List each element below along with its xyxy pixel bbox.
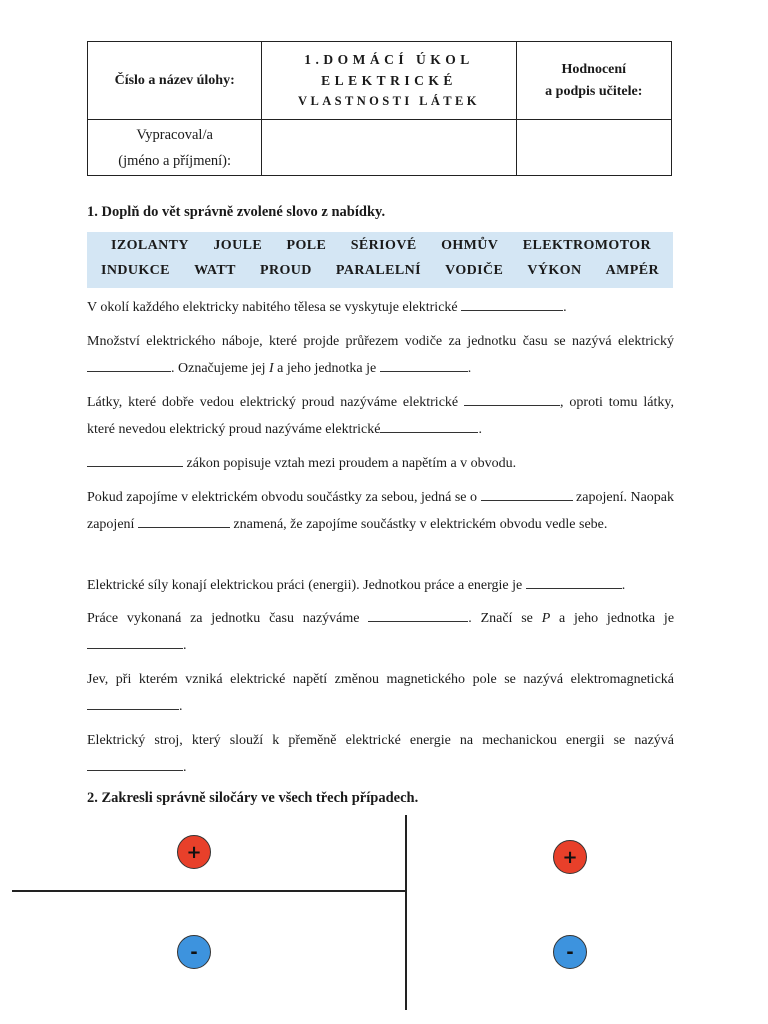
task-title-line2: ELEKTRICKÉ xyxy=(321,73,457,88)
word-bank-item: VÝKON xyxy=(527,263,582,278)
grade-signature-field[interactable] xyxy=(516,120,671,176)
task-title-line3: VLASTNOSTI LÁTEK xyxy=(298,94,480,108)
answer-blank[interactable] xyxy=(368,606,468,622)
sentence-text: . xyxy=(179,699,183,714)
answer-blank[interactable] xyxy=(380,417,478,433)
sentence-text: Pokud zapojíme v elektrickém obvodu součástky za sebou, jedná se o xyxy=(87,490,478,505)
header-table xyxy=(87,41,672,176)
sentence-text: . xyxy=(183,638,187,653)
section2-heading: 2. Zakresli správně siločáry ve všech třech případech. xyxy=(87,790,419,806)
word-bank-item: POLE xyxy=(286,238,327,253)
sentence-text: Elektrické síly konají elektrickou práci (energii). Jednotkou práce a energie je xyxy=(87,578,523,593)
sentence-text: Práce vykonaná za jednotku času nazýváme xyxy=(87,611,360,626)
answer-blank[interactable] xyxy=(87,356,171,372)
sentence-text: . xyxy=(563,300,567,315)
author-label-line1: Vypracoval/a xyxy=(136,126,213,143)
minus-icon: - xyxy=(566,941,574,963)
sentence-text: zapojení. Naopak zapojení xyxy=(87,490,675,532)
answer-blank[interactable] xyxy=(87,694,179,710)
author-label-line2: (jméno a příjmení): xyxy=(118,152,232,169)
positive-charge-2 xyxy=(553,840,587,874)
sentence-text: Elektrický stroj, který slouží k přeměně elektrické energie na mechanickou energii se nazývá xyxy=(87,733,674,748)
sentence-text: Jev, při kterém vzniká elektrické napětí změnou magnetického pole se nazývá elektromagnetická xyxy=(87,672,674,687)
negative-charge-1 xyxy=(177,935,211,969)
sentence-text: Množství elektrického náboje, které projde průřezem vodiče za jednotku času se nazývá elektrický xyxy=(87,334,674,349)
sentence-text: . Označujeme jej xyxy=(171,361,266,376)
answer-blank[interactable] xyxy=(87,755,183,771)
plus-icon: + xyxy=(562,846,578,868)
word-bank-item: OHMŮV xyxy=(441,238,499,253)
sentence-6 xyxy=(87,572,674,599)
section1-heading: 1. Doplň do vět správně zvolené slovo z nabídky. xyxy=(87,204,386,220)
word-bank-item: PROUD xyxy=(260,263,312,278)
word-bank-row2 xyxy=(87,263,673,279)
answer-blank[interactable] xyxy=(380,356,468,372)
word-bank-item: PARALELNÍ xyxy=(335,263,421,278)
word-bank-item: IZOLANTY xyxy=(111,238,189,253)
grade-cell xyxy=(516,42,671,120)
sentence-3 xyxy=(87,389,674,443)
sentence-text: znamená, že zapojíme součástky v elektrickém obvodu vedle sebe. xyxy=(233,517,608,532)
answer-blank[interactable] xyxy=(87,451,183,467)
divider-horizontal xyxy=(12,890,406,892)
sentence-text: . xyxy=(621,578,626,593)
word-bank-item: JOULE xyxy=(213,238,263,253)
sentence-text: . xyxy=(478,422,482,437)
plus-icon: + xyxy=(186,841,202,863)
sentence-7 xyxy=(87,605,674,659)
sentence-9 xyxy=(87,727,674,781)
word-bank xyxy=(87,232,673,288)
grade-label-line2: a podpis učitele: xyxy=(545,83,643,99)
sentence-5 xyxy=(87,484,674,538)
task-title-cell xyxy=(262,42,516,120)
word-bank-item: INDUKCE xyxy=(101,263,170,278)
sentence-text: a jeho jednotka je xyxy=(277,361,377,376)
answer-blank[interactable] xyxy=(138,512,230,528)
word-bank-item: SÉRIOVÉ xyxy=(350,238,417,253)
author-label-cell xyxy=(88,120,262,176)
word-bank-item: ELEKTROMOTOR xyxy=(522,238,651,253)
minus-icon: - xyxy=(190,941,198,963)
answer-blank[interactable] xyxy=(481,485,573,501)
sentence-text: zákon popisuje vztah mezi proudem a napětím a v obvodu. xyxy=(186,456,517,471)
sentence-8 xyxy=(87,666,674,720)
author-name-field[interactable] xyxy=(262,120,516,176)
negative-charge-2 xyxy=(553,935,587,969)
sentence-2 xyxy=(87,328,674,382)
sentence-text: . xyxy=(183,760,187,775)
answer-blank[interactable] xyxy=(87,633,183,649)
sentence-text: V okolí každého elektricky nabitého tělesa se vyskytuje elektrické xyxy=(87,300,458,315)
sentence-1 xyxy=(87,294,674,321)
sentence-text: , oproti tomu látky, které nevedou elektrický proud nazýváme elektrické xyxy=(87,395,674,437)
sentence-text: a jeho jednotka je xyxy=(559,611,675,626)
divider-vertical xyxy=(405,815,407,1010)
answer-blank[interactable] xyxy=(464,390,560,406)
word-bank-item: WATT xyxy=(194,263,236,278)
symbol-P: P xyxy=(541,611,551,626)
word-bank-row1 xyxy=(87,238,673,254)
grade-label-line1: Hodnocení xyxy=(561,61,627,77)
answer-blank[interactable] xyxy=(461,295,563,311)
answer-blank[interactable] xyxy=(526,573,622,589)
task-title-line1: 1.DOMÁCÍ ÚKOL xyxy=(304,52,474,67)
word-bank-item: VODIČE xyxy=(445,263,504,278)
task-label: Číslo a název úlohy: xyxy=(114,72,235,88)
task-label-cell xyxy=(88,42,262,120)
sentence-text: Látky, které dobře vedou elektrický proud nazýváme elektrické xyxy=(87,395,459,410)
sentence-text: . xyxy=(467,361,472,376)
word-bank-item: AMPÉR xyxy=(605,263,659,278)
positive-charge-1 xyxy=(177,835,211,869)
sentence-text: . Značí se xyxy=(468,611,533,626)
sentence-4 xyxy=(87,450,674,477)
symbol-I: I xyxy=(268,361,274,376)
